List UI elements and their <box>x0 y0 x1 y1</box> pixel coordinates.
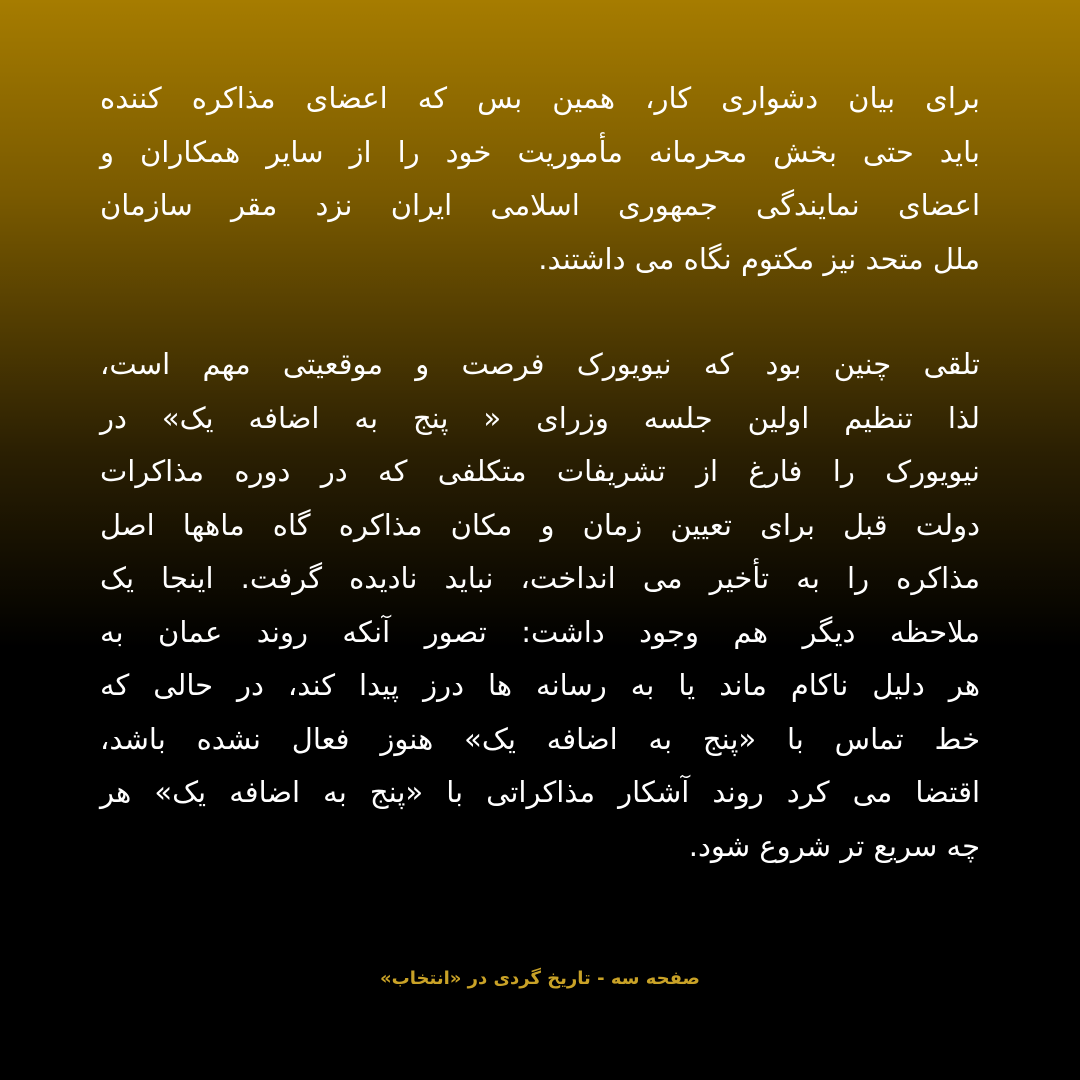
paragraph-line: اعضای نمایندگی جمهوری اسلامی ایران نزد مقر سازمان <box>100 188 980 222</box>
article-body <box>100 72 980 873</box>
paragraph-line: نیویورک را فارغ از تشریفات متکلفی که در دوره مذاکرات <box>100 454 980 488</box>
paragraph-line: ملل متحد نیز مکتوم نگاه می داشتند. <box>538 241 980 276</box>
paragraph-line: خط تماس با «پنج به اضافه یک» هنوز فعال نشده باشد، <box>100 721 980 756</box>
paragraph-line: هر دلیل ناکام ماند یا به رسانه ها درز پیدا کند، در حالی که <box>100 668 980 702</box>
paragraph-1 <box>100 72 980 286</box>
paragraph-spacer <box>100 286 980 338</box>
paragraph-2 <box>100 338 980 873</box>
paragraph-line: چه سریع تر شروع شود. <box>688 828 980 863</box>
paragraph-line: تلقی چنین بود که نیویورک فرصت و موقعیتی مهم است، <box>100 347 980 381</box>
paragraph-line: مذاکره را به تأخیر می انداخت، نباید نادیده گرفت. اینجا یک <box>100 561 980 595</box>
paragraph-line: باید حتی بخش محرمانه مأموریت خود را از سایر همکاران و <box>100 134 980 169</box>
paragraph-line: ملاحظه دیگر هم وجود داشت: تصور آنکه روند عمان به <box>100 614 980 649</box>
paragraph-line: دولت قبل برای تعیین زمان و مکان مذاکره گاه ماهها اصل <box>100 507 980 542</box>
page-footer: صفحه سه - تاریخ گردی در «انتخاب» <box>380 968 700 989</box>
paragraph-line: لذا تنظیم اولین جلسه وزرای « پنج به اضافه یک» در <box>100 400 980 435</box>
paragraph-line: برای بیان دشواری کار، همین بس که اعضای مذاکره کننده <box>100 81 980 115</box>
paragraph-line: اقتضا می کرد روند آشکار مذاکراتی با «پنج به اضافه یک» هر <box>100 775 980 809</box>
